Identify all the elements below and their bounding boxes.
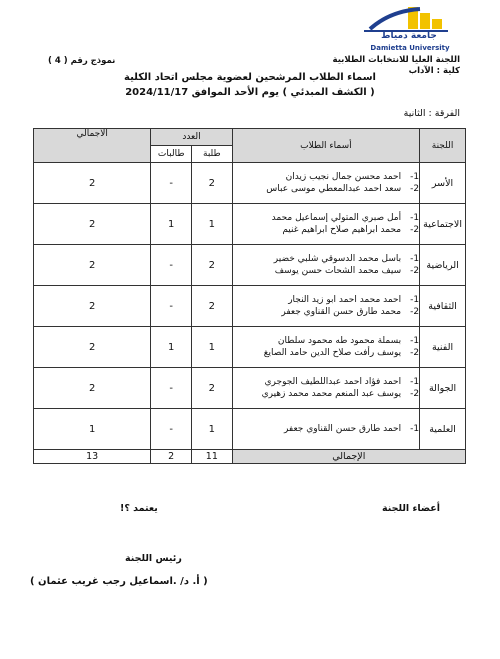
page-title: اسماء الطلاب المرشحين لعضوية مجلس اتحاد الكلية bbox=[124, 72, 376, 83]
totals-male: 11 bbox=[192, 450, 233, 464]
logo-arabic-text: جامعة دمياط bbox=[381, 31, 437, 41]
female-count: - bbox=[151, 245, 192, 286]
student-name: احمد طارق حسن القناوي جعفر bbox=[283, 424, 402, 434]
student-name: سيف محمد الشحات حسن يوسف bbox=[274, 266, 402, 276]
header-female: طالبات bbox=[151, 146, 192, 163]
row-total: 2 bbox=[34, 368, 151, 409]
committee-members-label: أعضاء اللجنة bbox=[381, 503, 440, 514]
committee-cell: الفنية bbox=[420, 327, 466, 368]
committee-chair-name: ( أ. د/ .اسماعيل رجب غريب عثمان ) bbox=[30, 576, 208, 587]
male-count: 2 bbox=[192, 286, 233, 327]
row-total: 2 bbox=[34, 163, 151, 204]
table-row bbox=[34, 163, 466, 204]
name-line bbox=[233, 294, 420, 306]
table-row bbox=[34, 245, 466, 286]
name-line bbox=[233, 224, 420, 236]
names-cell bbox=[232, 204, 420, 245]
row-total: 1 bbox=[34, 409, 151, 450]
row-total: 2 bbox=[34, 245, 151, 286]
committee-chair-label: رئيس اللجنة bbox=[125, 553, 182, 564]
name-line bbox=[233, 265, 420, 277]
page-subtitle: ( الكشف المبدئي ) يوم الأحد الموافق 2024/11/17 bbox=[125, 87, 375, 98]
name-index: 2- bbox=[410, 184, 420, 194]
names-cell bbox=[232, 368, 420, 409]
name-index: 2- bbox=[410, 348, 420, 358]
name-index: 1- bbox=[410, 295, 420, 305]
totals-label: الإجمالي bbox=[232, 450, 465, 464]
row-total: 2 bbox=[34, 204, 151, 245]
name-index: 2- bbox=[410, 266, 420, 276]
name-index: 1- bbox=[410, 424, 420, 434]
header-student-names: أسماء الطلاب bbox=[232, 129, 420, 163]
header-count: العدد bbox=[151, 129, 232, 146]
name-index: 2- bbox=[410, 307, 420, 317]
table-row bbox=[34, 204, 466, 245]
table-row bbox=[34, 286, 466, 327]
totals-total: 13 bbox=[34, 450, 151, 464]
name-line bbox=[233, 212, 420, 224]
totals-row bbox=[34, 450, 466, 464]
female-count: 1 bbox=[151, 327, 192, 368]
student-name: يوسف عبد المنعم محمد محمد زهيري bbox=[261, 389, 402, 399]
names-cell bbox=[232, 409, 420, 450]
name-line bbox=[233, 388, 420, 400]
name-index: 1- bbox=[410, 377, 420, 387]
female-count: - bbox=[151, 163, 192, 204]
header-male: طلبة bbox=[192, 146, 233, 163]
committee-cell: الجوالة bbox=[420, 368, 466, 409]
totals-female: 2 bbox=[151, 450, 192, 464]
name-line bbox=[233, 253, 420, 265]
form-number: نموذج رقم ( 4 ) bbox=[48, 56, 116, 66]
approved-label: يعتمد ؟! bbox=[120, 503, 158, 514]
names-cell bbox=[232, 245, 420, 286]
name-index: 1- bbox=[410, 336, 420, 346]
name-line bbox=[233, 171, 420, 183]
header-committee: اللجنة bbox=[420, 129, 466, 163]
male-count: 1 bbox=[192, 409, 233, 450]
student-name: احمد محسن جمال نجيب زيدان bbox=[285, 172, 402, 182]
committee-cell: الاجتماعية bbox=[420, 204, 466, 245]
male-count: 2 bbox=[192, 245, 233, 286]
male-count: 2 bbox=[192, 163, 233, 204]
candidates-table bbox=[33, 128, 466, 464]
female-count: - bbox=[151, 409, 192, 450]
university-logo bbox=[350, 5, 465, 55]
name-index: 2- bbox=[410, 389, 420, 399]
student-name: بسملة محمود طه محمود سلطان bbox=[277, 336, 402, 346]
student-name: احمد محمد احمد ابو زيد النجار bbox=[288, 295, 402, 305]
logo-english-text: Damietta University bbox=[370, 44, 450, 52]
student-name: أمل صبري المتولي إسماعيل محمد bbox=[271, 213, 402, 223]
female-count: - bbox=[151, 368, 192, 409]
name-line bbox=[233, 335, 420, 347]
male-count: 2 bbox=[192, 368, 233, 409]
student-name: باسل محمد الدسوقي شلبي خضير bbox=[273, 254, 402, 264]
student-name: سعد احمد عبدالمعطي موسى عباس bbox=[266, 184, 402, 194]
name-index: 1- bbox=[410, 254, 420, 264]
faculty-label: كلية : الآداب bbox=[408, 66, 460, 76]
committee-cell: الأسر bbox=[420, 163, 466, 204]
female-count: - bbox=[151, 286, 192, 327]
name-line bbox=[233, 183, 420, 195]
committee-cell: العلمية bbox=[420, 409, 466, 450]
name-line bbox=[233, 306, 420, 318]
row-total: 2 bbox=[34, 327, 151, 368]
name-line bbox=[233, 347, 420, 359]
names-cell bbox=[232, 163, 420, 204]
student-name: محمد طارق حسن القناوي جعفر bbox=[281, 307, 402, 317]
committee-cell: الرياضية bbox=[420, 245, 466, 286]
name-index: 1- bbox=[410, 213, 420, 223]
student-name: محمد ابراهيم صلاح ابراهيم غنيم bbox=[282, 225, 402, 235]
name-line bbox=[233, 423, 420, 435]
row-total: 2 bbox=[34, 286, 151, 327]
name-index: 1- bbox=[410, 172, 420, 182]
table-row bbox=[34, 409, 466, 450]
name-index: 2- bbox=[410, 225, 420, 235]
female-count: 1 bbox=[151, 204, 192, 245]
committee-title: اللجنة العليا للانتخابات الطلابية bbox=[332, 55, 460, 65]
name-line bbox=[233, 376, 420, 388]
header-total: الاجمالي bbox=[34, 129, 151, 163]
grade-label: الفرقة : الثانية bbox=[403, 108, 460, 119]
names-cell bbox=[232, 286, 420, 327]
table-body bbox=[34, 163, 466, 464]
committee-cell: الثقافية bbox=[420, 286, 466, 327]
male-count: 1 bbox=[192, 327, 233, 368]
student-name: احمد فؤاد احمد عبداللطيف الجوجري bbox=[264, 377, 402, 387]
male-count: 1 bbox=[192, 204, 233, 245]
names-cell bbox=[232, 327, 420, 368]
student-name: يوسف رأفت صلاح الدين حامد الصايغ bbox=[263, 348, 402, 358]
table-row bbox=[34, 368, 466, 409]
table-row bbox=[34, 327, 466, 368]
